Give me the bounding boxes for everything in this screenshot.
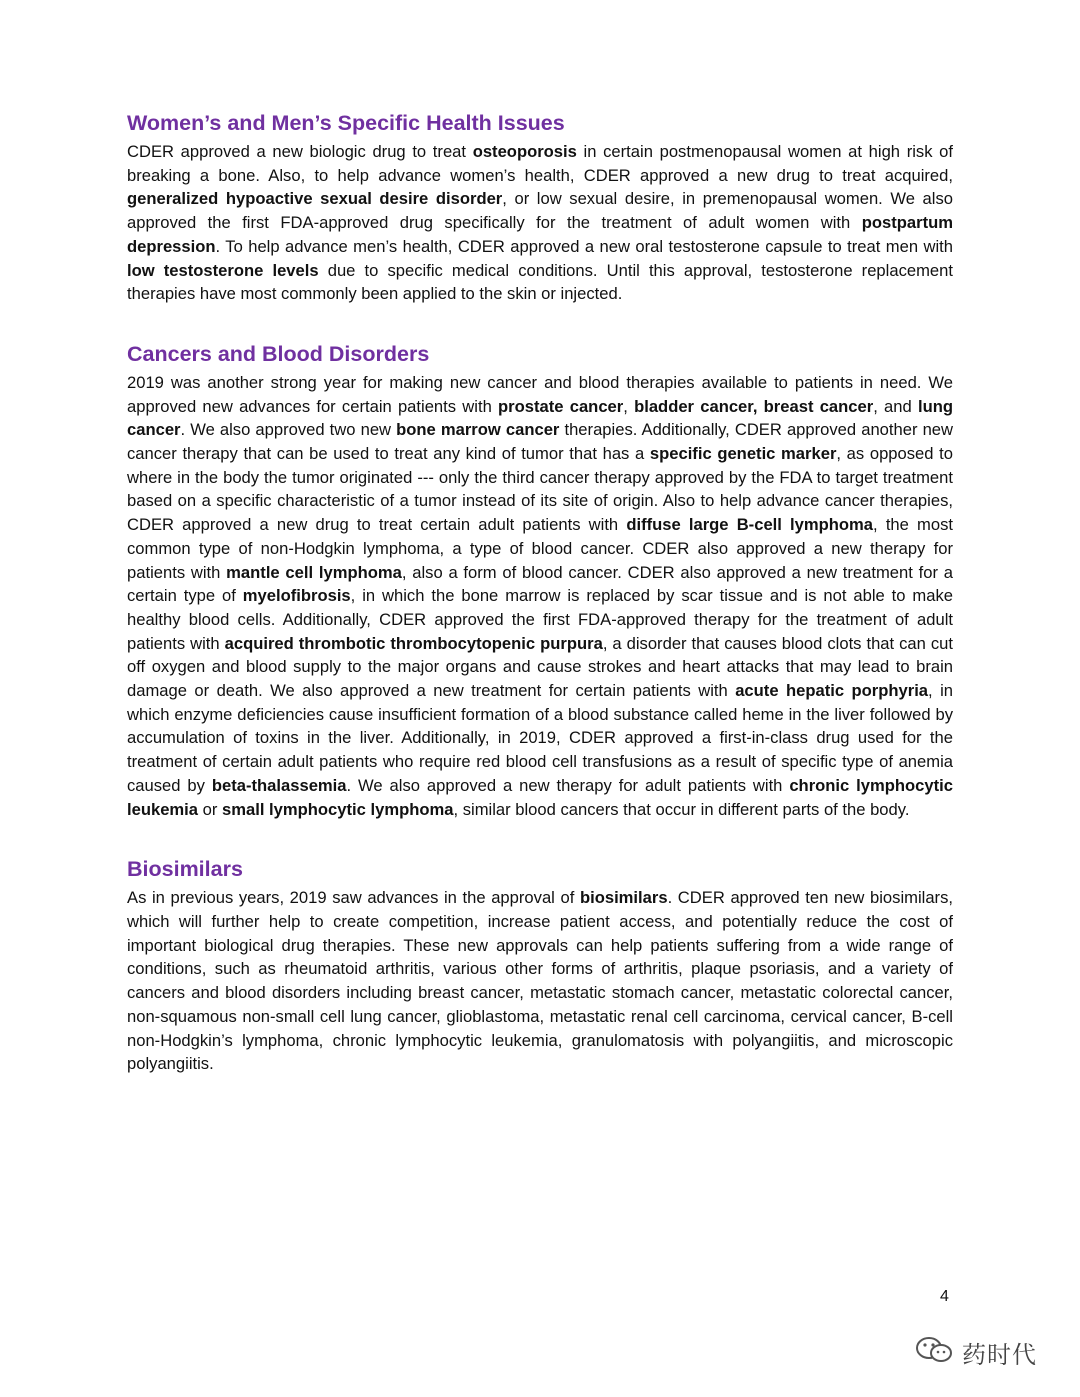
bold-term: specific genetic marker	[649, 444, 837, 464]
section-body: CDER approved a new biologic drug to treat osteoporosis in certain postmenopausal women at high risk of breaking a bone. Also, to help advance women’s health, CDER approved a new drug to treat acquired, generalized hypoactive sexual desire disorder, or low sexual desire, in premenopausal women. We also approved the first FDA-approved drug specifically for the treatment of adult women with postpartum depression. To help advance men’s health, CDER approved a new oral testosterone capsule to treat men with low testosterone levels due to specific medical conditions. Until this approval, testosterone replacement therapies have most commonly been applied to the skin or injected.	[127, 142, 953, 304]
document-page	[127, 108, 953, 1076]
bold-term: acquired thrombotic thrombocytopenic purpura	[224, 633, 603, 653]
bold-term: beta-thalassemia	[211, 775, 347, 795]
bold-term: mantle cell lymphoma	[226, 562, 402, 582]
watermark	[914, 1334, 1054, 1370]
bold-term: low testosterone levels	[127, 260, 319, 280]
section-womens-mens-health	[127, 108, 953, 306]
watermark-text: 药时代	[962, 1340, 1037, 1369]
bold-term: lung cancer	[127, 396, 953, 440]
bold-term: acute hepatic porphyria	[735, 681, 929, 701]
bold-term: chronic lymphocytic leukemia	[127, 775, 953, 819]
section-body: As in previous years, 2019 saw advances in the approval of biosimilars. CDER approved ten new biosimilars, which will further help to create competition, increase patient access, and potentially reduce the cost of important biological drug therapies. These new approvals can help patients suffering from a wide range of conditions, such as rheumatoid arthritis, various other forms of arthritis, plaque psoriasis, and a variety of cancers and blood disorders including breast cancer, metastatic stomach cancer, metastatic colorectal cancer, non-squamous non-small cell lung cancer, glioblastoma, metastatic renal cell carcinoma, cervical cancer, B-cell non-Hodgkin’s lymphoma, chronic lymphocytic leukemia, granulomatosis with polyangiitis, and microscopic polyangiitis.	[127, 888, 953, 1074]
page-number: 4	[940, 1288, 949, 1305]
section-cancers-blood-disorders	[127, 339, 953, 821]
section-body: 2019 was another strong year for making new cancer and blood therapies available to patients in need. We approved new advances for certain patients with prostate cancer, bladder cancer, breast cancer, and lung cancer. We also approved two new bone marrow cancer therapies. Additionally, CDER approved another new cancer therapy that can be used to treat any kind of tumor that has a specific genetic marker, as opposed to where in the body the tumor originated --- only the third cancer therapy approved by the FDA to target treatment based on a specific characteristic of a tumor instead of its site of origin. Also to help advance cancer therapies, CDER approved a new drug to treat certain adult patients with diffuse large B-cell lymphoma, the most common type of non-Hodgkin lymphoma, a type of blood cancer. CDER also approved a new therapy for patients with mantle cell lymphoma, also a form of blood cancer. CDER also approved a new treatment for a certain type of myelofibrosis, in which the bone marrow is replaced by scar tissue and is not able to make healthy blood cells. Additionally, CDER approved the first FDA-approved therapy for the treatment of adult patients with acquired thrombotic thrombocytopenic purpura, a disorder that causes blood clots that can cut off oxygen and blood supply to the major organs and cause strokes and heart attacks that may lead to brain damage or death. We also approved a new treatment for certain patients with acute hepatic porphyria, in which enzyme deficiencies cause insufficient formation of a blood substance called heme in the liver followed by accumulation of toxins in the liver. Additionally, in 2019, CDER approved a first-in-class drug used for the treatment of certain adult patients who require red blood cell transfusions as a result of specific type of anemia caused by beta-thalassemia. We also approved a new therapy for adult patients with chronic lymphocytic leukemia or small lymphocytic lymphoma, similar blood cancers that occur in different parts of the body.	[127, 372, 954, 819]
bold-term: generalized hypoactive sexual desire disorder	[127, 189, 503, 209]
section-title: Biosimilars	[127, 857, 243, 882]
section-title: Cancers and Blood Disorders	[127, 341, 430, 366]
section-title: Women’s and Men’s Specific Health Issues	[127, 111, 565, 135]
bold-term: prostate cancer	[498, 396, 624, 416]
bold-term: osteoporosis	[472, 142, 577, 161]
bold-term: bone marrow cancer	[396, 420, 560, 440]
bold-term: postpartum depression	[127, 213, 953, 256]
wechat-icon	[914, 1335, 956, 1370]
bold-term: bladder cancer, breast cancer	[634, 396, 874, 416]
bold-term: small lymphocytic lymphoma	[222, 799, 454, 819]
section-biosimilars	[127, 854, 953, 1076]
bold-term: myelofibrosis	[242, 586, 351, 606]
bold-term: biosimilars	[579, 888, 668, 908]
bold-term: diffuse large B-cell lymphoma	[626, 515, 874, 535]
